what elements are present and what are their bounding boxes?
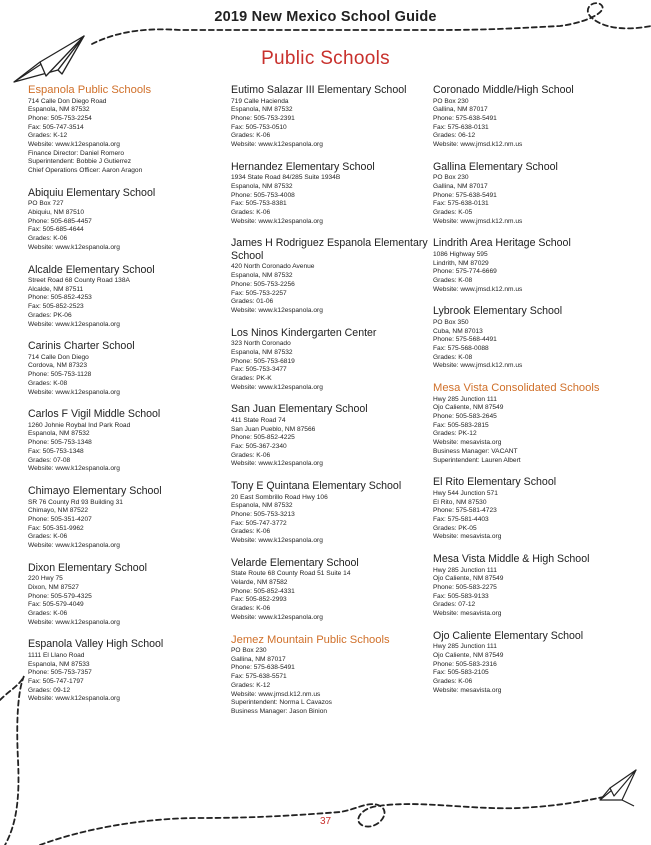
- school-entry: [433, 305, 633, 371]
- entry-detail-line: Website: www.jmsd.k12.nm.us: [433, 285, 523, 293]
- school-name: Los Ninos Kindergarten Center: [231, 326, 377, 339]
- school-entry: [231, 327, 431, 393]
- school-entry: [433, 553, 633, 619]
- district-name: Espanola Public Schools: [28, 84, 152, 96]
- entry-detail-line: Website: www.jmsd.k12.nm.us: [231, 690, 321, 698]
- school-entry: [433, 84, 633, 150]
- entry-detail-line: Phone: 575-638-5491: [433, 191, 497, 199]
- entry-detail-line: Website: mesavista.org: [433, 686, 502, 694]
- entry-detail-line: Grades: K-06: [231, 209, 271, 217]
- entry-detail-line: Website: www.jmsd.k12.nm.us: [433, 362, 523, 370]
- entry-detail-line: Website: www.k12espanola.org: [28, 388, 120, 396]
- entry-detail-line: Phone: 505-753-2391: [231, 114, 295, 122]
- entry-detail-line: SR 76 County Rd 93 Building 31: [28, 498, 123, 506]
- entry-detail-line: Chimayo, NM 87522: [28, 507, 89, 515]
- school-entry: [28, 485, 228, 551]
- entry-detail-line: Grades: 09-12: [28, 686, 71, 694]
- entry-detail-line: Phone: 575-581-4723: [433, 507, 497, 515]
- school-name: James H Rodriguez Espanola Elementary School: [231, 237, 428, 262]
- entry-detail-line: PO Box 350: [433, 318, 469, 326]
- entry-detail-line: 220 Hwy 75: [28, 575, 63, 583]
- entry-detail-line: State Route 68 County Road 51 Suite 14: [231, 570, 351, 578]
- school-entry: [28, 638, 228, 704]
- entry-detail-line: Grades: K-06: [231, 132, 271, 140]
- entry-detail-line: PO Box 230: [433, 174, 469, 182]
- entry-detail-line: Phone: 505-583-2275: [433, 583, 497, 591]
- entry-detail-line: 719 Calle Hacienda: [231, 97, 289, 105]
- entry-detail-line: Fax: 505-579-4049: [28, 601, 84, 609]
- school-entry: [433, 630, 633, 696]
- entry-detail-line: Grades: PK-K: [231, 374, 272, 382]
- entry-detail-line: 20 East Sombrillo Road Hwy 106: [231, 493, 328, 501]
- entry-detail-line: Hwy 285 Junction 111: [433, 643, 497, 651]
- entry-detail-line: El Rito, NM 87530: [433, 498, 487, 506]
- entry-detail-line: Velarde, NM 87582: [231, 579, 288, 587]
- entry-detail-line: Grades: 06-12: [433, 132, 476, 140]
- entry-detail-line: Fax: 505-583-2105: [433, 669, 489, 677]
- entry-detail-line: Fax: 505-753-2257: [231, 289, 287, 297]
- school-name: Abiquiu Elementary School: [28, 186, 156, 199]
- entry-detail-line: Grades: K-12: [231, 681, 271, 689]
- entry-detail-line: Lindrith, NM 87029: [433, 259, 489, 267]
- entry-detail-line: Espanola, NM 87533: [28, 660, 90, 668]
- district-entry: [231, 634, 431, 717]
- column-3: [433, 84, 633, 706]
- entry-detail-line: Espanola, NM 87532: [231, 106, 293, 114]
- school-name: Ojo Caliente Elementary School: [433, 629, 584, 642]
- entry-detail-line: Grades: K-05: [433, 209, 473, 217]
- entry-detail-line: Phone: 505-579-4325: [28, 592, 92, 600]
- entry-detail-line: Phone: 575-568-4491: [433, 336, 497, 344]
- entry-detail-line: Phone: 505-351-4207: [28, 515, 92, 523]
- entry-detail-line: Phone: 505-685-4457: [28, 217, 92, 225]
- district-name: Mesa Vista Consolidated Schools: [433, 382, 600, 395]
- entry-detail-line: Phone: 505-852-4331: [231, 587, 295, 595]
- entry-detail-line: Website: www.k12espanola.org: [231, 460, 323, 468]
- school-name: Coronado Middle/High School: [433, 84, 574, 96]
- paper-airplane-icon: [600, 770, 636, 806]
- entry-detail-line: Superintendent: Bobbie J Gutierrez: [28, 158, 131, 166]
- entry-detail-line: Espanola, NM 87532: [231, 272, 293, 280]
- entry-detail-line: Website: www.k12espanola.org: [28, 141, 120, 149]
- column-1: [28, 84, 228, 715]
- entry-detail-line: Grades: 07-08: [28, 456, 71, 464]
- entry-detail-line: 411 State Road 74: [231, 416, 286, 424]
- column-2: [231, 84, 431, 728]
- school-name: Hernandez Elementary School: [231, 160, 375, 173]
- entry-detail-line: Website: www.k12espanola.org: [28, 465, 120, 473]
- entry-detail-line: Fax: 505-753-1348: [28, 447, 84, 455]
- school-name: Mesa Vista Middle & High School: [433, 553, 590, 566]
- entry-detail-line: Phone: 575-774-6669: [433, 268, 497, 276]
- entry-detail-line: Phone: 505-753-1348: [28, 439, 92, 447]
- entry-detail-line: Fax: 505-351-9962: [28, 524, 84, 532]
- entry-detail-line: Street Road 68 County Road 138A: [28, 277, 130, 285]
- entry-detail-line: Website: mesavista.org: [433, 439, 502, 447]
- entry-detail-line: Hwy 285 Junction 111: [433, 395, 497, 403]
- entry-detail-line: Phone: 505-852-4253: [28, 294, 92, 302]
- entry-detail-line: 714 Calle Don Diego: [28, 353, 89, 361]
- entry-detail-line: Website: www.k12espanola.org: [231, 537, 323, 545]
- entry-detail-line: Espanola, NM 87532: [28, 430, 90, 438]
- entry-detail-line: Phone: 505-753-2254: [28, 114, 92, 122]
- entry-detail-line: San Juan Pueblo, NM 87566: [231, 425, 316, 433]
- entry-detail-line: Grades: K-08: [433, 277, 473, 285]
- entry-detail-line: Finance Director: Daniel Romero: [28, 149, 125, 157]
- entry-detail-line: Fax: 575-638-5571: [231, 673, 287, 681]
- school-name: Carinis Charter School: [28, 340, 135, 353]
- entry-detail-line: Ojo Caliente, NM 87549: [433, 575, 504, 583]
- entry-detail-line: PO Box 230: [231, 647, 267, 655]
- entry-detail-line: Website: www.jmsd.k12.nm.us: [433, 217, 523, 225]
- school-name: Tony E Quintana Elementary School: [231, 480, 402, 493]
- school-name: El Rito Elementary School: [433, 476, 557, 489]
- entry-detail-line: Superintendent: Norma L Cavazos: [231, 699, 332, 707]
- entry-detail-line: Grades: K-08: [433, 353, 473, 361]
- entry-detail-line: Fax: 505-747-3514: [28, 123, 84, 131]
- entry-detail-line: Cuba, NM 87013: [433, 327, 483, 335]
- entry-detail-line: Website: mesavista.org: [433, 533, 502, 541]
- entry-detail-line: Fax: 505-852-2993: [231, 596, 287, 604]
- school-entry: [231, 403, 431, 469]
- entry-detail-line: Website: www.k12espanola.org: [231, 383, 323, 391]
- entry-detail-line: Espanola, NM 87532: [231, 182, 293, 190]
- entry-detail-line: Grades: PK-05: [433, 524, 477, 532]
- entry-detail-line: Grades: K-06: [28, 235, 68, 243]
- district-entry: [433, 382, 633, 465]
- entry-detail-line: 323 North Coronado: [231, 340, 291, 348]
- entry-detail-line: Grades: 07-12: [433, 601, 476, 609]
- section-title: Public Schools: [261, 48, 390, 69]
- school-name: San Juan Elementary School: [231, 403, 368, 416]
- school-entry: [28, 264, 228, 330]
- school-name: Alcalde Elementary School: [28, 263, 155, 276]
- school-entry: [28, 408, 228, 474]
- school-name: Carlos F Vigil Middle School: [28, 408, 161, 421]
- school-entry: [433, 476, 633, 542]
- entry-detail-line: Website: www.k12espanola.org: [231, 613, 323, 621]
- entry-detail-line: PO Box 230: [433, 97, 469, 105]
- school-entry: [231, 557, 431, 623]
- entry-detail-line: Phone: 575-638-5491: [433, 114, 497, 122]
- entry-detail-line: Grades: PK-06: [28, 311, 72, 319]
- school-entry: [28, 340, 228, 397]
- entry-detail-line: Grades: K-06: [231, 605, 271, 613]
- district-name: Jemez Mountain Public Schools: [231, 633, 390, 646]
- entry-detail-line: Phone: 505-753-6819: [231, 357, 295, 365]
- entry-detail-line: Gallina, NM 87017: [433, 106, 488, 114]
- entry-detail-line: 1934 State Road 84/285 Suite 1934B: [231, 174, 341, 182]
- entry-detail-line: Phone: 575-638-5491: [231, 664, 295, 672]
- entry-detail-line: Website: www.k12espanola.org: [28, 542, 120, 550]
- entry-detail-line: 1111 El Llano Road: [28, 651, 85, 659]
- district-entry: [28, 84, 228, 176]
- school-entry: [28, 562, 228, 628]
- school-name: Gallina Elementary School: [433, 160, 558, 173]
- entry-detail-line: Phone: 505-852-4225: [231, 434, 295, 442]
- school-name: Eutimo Salazar III Elementary School: [231, 84, 407, 96]
- school-entry: [231, 161, 431, 227]
- entry-detail-line: Espanola, NM 87532: [28, 106, 90, 114]
- entry-detail-line: Dixon, NM 87527: [28, 583, 79, 591]
- entry-detail-line: Website: mesavista.org: [433, 610, 502, 618]
- entry-detail-line: Hwy 285 Junction 111: [433, 566, 497, 574]
- entry-detail-line: Ojo Caliente, NM 87549: [433, 404, 504, 412]
- school-name: Lindrith Area Heritage School: [433, 237, 571, 250]
- entry-detail-line: Phone: 505-753-3213: [231, 511, 295, 518]
- entry-detail-line: Phone: 505-753-2256: [231, 280, 295, 288]
- school-entry: [231, 237, 431, 315]
- entry-detail-line: Fax: 505-747-1797: [28, 678, 84, 686]
- entry-detail-line: Website: www.k12espanola.org: [231, 306, 323, 314]
- entry-detail-line: Website: www.k12espanola.org: [28, 618, 120, 626]
- entry-detail-line: Grades: K-06: [28, 533, 68, 541]
- entry-detail-line: Hwy 544 Junction 571: [433, 489, 498, 497]
- entry-detail-line: Website: www.k12espanola.org: [28, 320, 120, 328]
- school-name: Lybrook Elementary School: [433, 305, 563, 318]
- entry-detail-line: Website: www.k12espanola.org: [231, 217, 323, 225]
- entry-detail-line: Fax: 505-852-2523: [28, 303, 84, 311]
- entry-detail-line: PO Box 727: [28, 200, 64, 208]
- entry-detail-line: 714 Calle Don Diego Road: [28, 97, 107, 105]
- entry-detail-line: Fax: 505-747-3772: [231, 519, 287, 527]
- entry-detail-line: Grades: K-06: [231, 451, 271, 459]
- page-header-title: 2019 New Mexico School Guide: [214, 9, 437, 25]
- entry-detail-line: Website: www.k12espanola.org: [231, 141, 323, 149]
- entry-detail-line: 420 North Coronado Avenue: [231, 263, 315, 271]
- entry-detail-line: Grades: K-06: [231, 528, 271, 536]
- school-entry: [28, 187, 228, 253]
- entry-detail-line: Grades: K-08: [28, 379, 68, 387]
- entry-detail-line: Fax: 505-583-9133: [433, 592, 489, 600]
- entry-detail-line: Phone: 505-583-2316: [433, 660, 497, 668]
- entry-detail-line: Gallina, NM 87017: [231, 655, 286, 663]
- entry-detail-line: Fax: 505-753-8381: [231, 200, 287, 208]
- entry-detail-line: Grades: PK-12: [433, 430, 477, 438]
- entry-detail-line: Superintendent: Lauren Albert: [433, 456, 521, 464]
- school-name: Chimayo Elementary School: [28, 485, 162, 497]
- entry-detail-line: Fax: 505-753-0510: [231, 123, 287, 131]
- page-number: 37: [319, 816, 332, 827]
- entry-detail-line: Gallina, NM 87017: [433, 182, 488, 190]
- entry-detail-line: Cordova, NM 87323: [28, 362, 88, 370]
- school-name: Espanola Valley High School: [28, 638, 164, 651]
- entry-detail-line: Fax: 505-367-2340: [231, 442, 287, 450]
- school-name: Dixon Elementary School: [28, 561, 147, 574]
- entry-detail-line: Fax: 575-568-0088: [433, 345, 489, 353]
- entry-detail-line: Website: www.k12espanola.org: [28, 695, 120, 703]
- entry-detail-line: Fax: 505-583-2815: [433, 421, 489, 429]
- entry-detail-line: Website: www.k12espanola.org: [28, 243, 120, 251]
- entry-detail-line: Espanola, NM 87532: [231, 348, 293, 356]
- entry-detail-line: Fax: 575-638-0131: [433, 200, 489, 208]
- entry-detail-line: Grades: K-06: [433, 678, 473, 686]
- entry-detail-line: Fax: 505-685-4644: [28, 226, 84, 234]
- school-entry: [231, 84, 431, 150]
- entry-detail-line: Website: www.jmsd.k12.nm.us: [433, 141, 523, 149]
- school-entry: [231, 480, 431, 546]
- entry-detail-line: Fax: 575-638-0131: [433, 123, 489, 131]
- entry-detail-line: Phone: 505-753-7357: [28, 669, 92, 677]
- entry-detail-line: Grades: K-06: [28, 610, 68, 618]
- entry-detail-line: Grades: K-12: [28, 132, 68, 140]
- entry-detail-line: 1086 Highway 595: [433, 250, 488, 258]
- entry-detail-line: Phone: 505-753-1128: [28, 371, 92, 379]
- entry-detail-line: Grades: 01-06: [231, 298, 274, 306]
- school-entry: [433, 161, 633, 227]
- entry-detail-line: Business Manager: Jason Binion: [231, 707, 328, 715]
- entry-detail-line: 1260 Johnie Roybal Ind Park Road: [28, 421, 131, 429]
- entry-detail-line: Fax: 505-753-3477: [231, 366, 287, 374]
- entry-detail-line: Espanola, NM 87532: [231, 502, 293, 510]
- entry-detail-line: Abiquiu, NM 87510: [28, 209, 85, 217]
- entry-detail-line: Phone: 505-753-4008: [231, 191, 295, 199]
- school-entry: [433, 237, 633, 294]
- entry-detail-line: Alcalde, NM 87511: [28, 285, 84, 293]
- school-name: Velarde Elementary School: [231, 556, 359, 569]
- entry-detail-line: Ojo Caliente, NM 87549: [433, 651, 504, 659]
- entry-detail-line: Phone: 505-583-2645: [433, 413, 497, 421]
- entry-detail-line: Business Manager: VACANT: [433, 447, 518, 455]
- entry-detail-line: Chief Operations Officer: Aaron Aragon: [28, 167, 143, 175]
- entry-detail-line: Fax: 575-581-4403: [433, 515, 489, 523]
